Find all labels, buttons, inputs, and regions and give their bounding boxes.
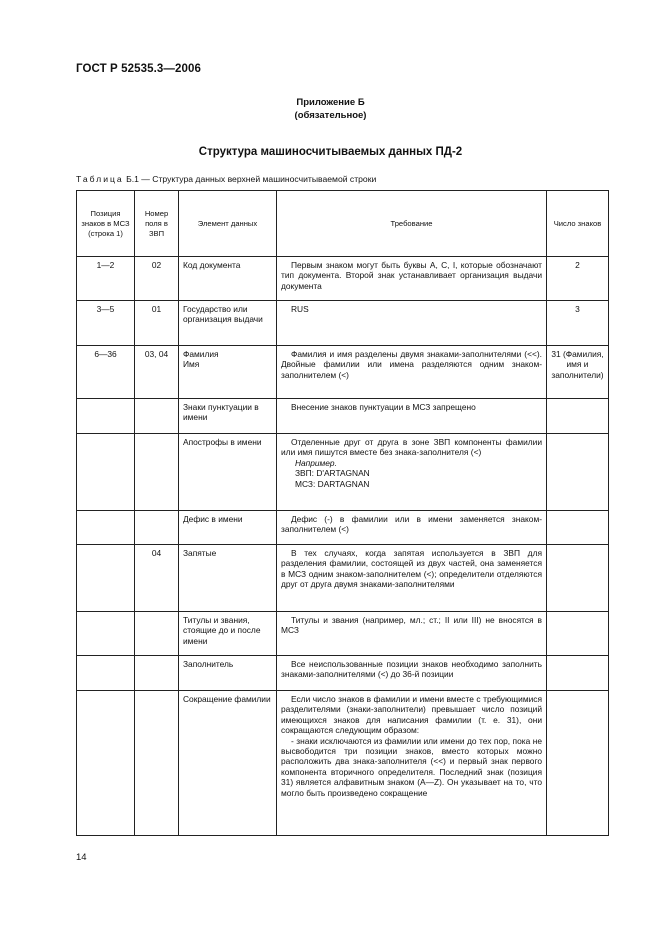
cell-position bbox=[77, 612, 135, 656]
col-header-field-no: Номер поля в ЗВП bbox=[135, 191, 179, 257]
cell-field-no: 03, 04 bbox=[135, 346, 179, 399]
cell-chars bbox=[547, 545, 609, 612]
cell-element: Знаки пунктуации в имени bbox=[179, 399, 277, 434]
cell-chars: 2 bbox=[547, 257, 609, 301]
cell-position bbox=[77, 656, 135, 691]
document-code: ГОСТ Р 52535.3—2006 bbox=[76, 63, 201, 75]
table-row bbox=[77, 545, 609, 612]
requirement-paragraph: - знаки исключаются из фамилии или имени до тех пор, пока не высвободится три позиции знаков, вместо которых можно расположить два знака-заполнителя (<<) и первый знак первого компонента вторичного определителя. Последний знак (позиция 31) является алфавитным знаком (A—Z). Он указывает на то, что могло быть произведено сокращение bbox=[281, 735, 542, 798]
cell-chars bbox=[547, 656, 609, 691]
cell-position bbox=[77, 399, 135, 434]
cell-chars: 31 (Фамилия, имя и заполнители) bbox=[547, 346, 609, 399]
cell-position bbox=[77, 691, 135, 836]
cell-field-no bbox=[135, 511, 179, 545]
cell-requirement: Все неиспользованные позиции знаков необходимо заполнить знаками-заполнителями (<) до 36-й позиции bbox=[277, 656, 547, 691]
data-structure-table bbox=[76, 190, 609, 836]
table-row bbox=[77, 691, 609, 836]
cell-element: Титулы и звания, стоящие до и после имени bbox=[179, 612, 277, 656]
cell-position: 1—2 bbox=[77, 257, 135, 301]
table-caption-text: Б.1 — Структура данных верхней машиносчитываемой строки bbox=[126, 174, 377, 184]
cell-chars bbox=[547, 612, 609, 656]
element-surname-name: Фамилия Имя bbox=[183, 349, 219, 370]
section-title: Структура машиносчитываемых данных ПД-2 bbox=[198, 146, 463, 158]
cell-field-no: 01 bbox=[135, 301, 179, 346]
col-header-requirement: Требование bbox=[277, 191, 547, 257]
example-msz: МСЗ: DARTAGNAN bbox=[295, 478, 370, 489]
col-header-chars: Число знаков bbox=[547, 191, 609, 257]
cell-field-no bbox=[135, 691, 179, 836]
table-caption-label: Таблица bbox=[76, 174, 124, 184]
table-row bbox=[77, 301, 609, 346]
col-header-position: Позиция знаков в МСЗ (строка 1) bbox=[77, 191, 135, 257]
requirement-paragraph: Если число знаков в фамилии и имени вместе с требующимися разделителями (знаки-заполнители) превышает число позиций имеющихся знаков для написания фамилии (т. е. 31), они сокращаются следующим образом: bbox=[281, 694, 542, 736]
table-row bbox=[77, 399, 609, 434]
cell-field-no: 04 bbox=[135, 545, 179, 612]
cell-position: 6—36 bbox=[77, 346, 135, 399]
cell-element: Запятые bbox=[179, 545, 277, 612]
table-row bbox=[77, 511, 609, 545]
cell-field-no: 02 bbox=[135, 257, 179, 301]
col-header-element: Элемент данных bbox=[179, 191, 277, 257]
cell-chars: 3 bbox=[547, 301, 609, 346]
cell-position bbox=[77, 511, 135, 545]
cell-element: Апострофы в имени bbox=[179, 434, 277, 511]
cell-element: Заполнитель bbox=[179, 656, 277, 691]
cell-requirement: Титулы и звания (например, мл.; ст.; II или III) не вносятся в МСЗ bbox=[277, 612, 547, 656]
cell-requirement: Внесение знаков пунктуации в МСЗ запрещено bbox=[277, 399, 547, 434]
cell-chars bbox=[547, 691, 609, 836]
table-row bbox=[77, 257, 609, 301]
cell-chars bbox=[547, 434, 609, 511]
cell-element bbox=[179, 346, 277, 399]
example-label: Например. bbox=[295, 457, 337, 468]
cell-field-no bbox=[135, 399, 179, 434]
page-number: 14 bbox=[76, 852, 87, 863]
example-block bbox=[281, 458, 542, 489]
example-zvp: ЗВП: D'ARTAGNAN bbox=[295, 468, 370, 479]
cell-field-no bbox=[135, 656, 179, 691]
cell-chars bbox=[547, 399, 609, 434]
requirement-text: Отделенные друг от друга в зоне ЗВП компоненты фамилии или имя пишутся вместе без знака-заполнителя (<) bbox=[281, 437, 542, 458]
cell-requirement: RUS bbox=[277, 301, 547, 346]
cell-requirement bbox=[277, 691, 547, 836]
annex-heading bbox=[0, 96, 661, 122]
table-row bbox=[77, 612, 609, 656]
cell-requirement: Фамилия и имя разделены двумя знаками-заполнителями (<<). Двойные фамилии или имена разделяются одним знаком-заполнителем (<) bbox=[277, 346, 547, 399]
cell-field-no bbox=[135, 434, 179, 511]
cell-field-no bbox=[135, 612, 179, 656]
cell-requirement: В тех случаях, когда запятая используется в ЗВП для разделения фамилии, состоящей из двух частей, она заменяется в МСЗ одним знаком-заполнителем (<); определители отделяются друг от друга двумя знаками-заполнителями bbox=[277, 545, 547, 612]
cell-requirement bbox=[277, 434, 547, 511]
annex-status: (обязательное) bbox=[294, 110, 367, 121]
cell-element: Код документа bbox=[179, 257, 277, 301]
cell-element: Сокращение фамилии bbox=[179, 691, 277, 836]
cell-element: Государство или организация выдачи bbox=[179, 301, 277, 346]
table-header-row bbox=[77, 191, 609, 257]
cell-position bbox=[77, 545, 135, 612]
cell-position: 3—5 bbox=[77, 301, 135, 346]
cell-requirement: Первым знаком могут быть буквы А, С, I, которые обозначают тип документа. Второй знак устанавливает организация выдачи документа bbox=[277, 257, 547, 301]
annex-label: Приложение Б bbox=[296, 97, 365, 108]
cell-requirement: Дефис (-) в фамилии или в имени заменяется знаком-заполнителем (<) bbox=[277, 511, 547, 545]
table-caption bbox=[76, 174, 376, 184]
cell-chars bbox=[547, 511, 609, 545]
table-row bbox=[77, 346, 609, 399]
table-row bbox=[77, 434, 609, 511]
cell-element: Дефис в имени bbox=[179, 511, 277, 545]
table-row bbox=[77, 656, 609, 691]
cell-position bbox=[77, 434, 135, 511]
